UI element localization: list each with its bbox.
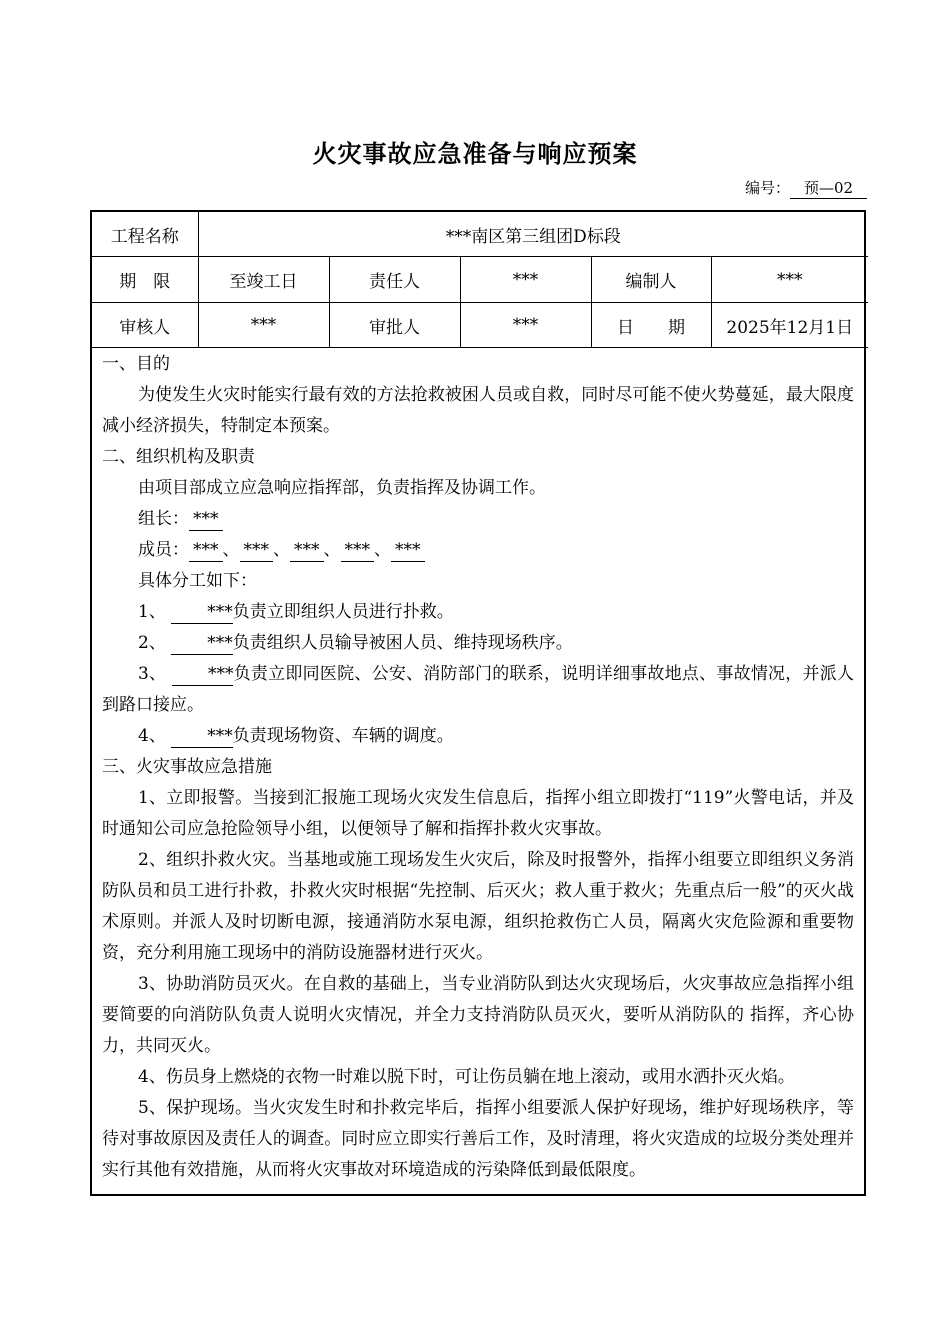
preparer-value: *** [711, 257, 868, 303]
member-name: *** [341, 539, 375, 562]
member-separator: 、 [323, 540, 341, 560]
member-separator: 、 [222, 540, 240, 560]
reviewer-value: *** [198, 303, 329, 348]
reviewer-label: 审核人 [92, 303, 198, 348]
member-separator: 、 [273, 540, 290, 560]
project-name-value: ***南区第三组团D标段 [198, 212, 868, 257]
measure-paragraph: 1、立即报警。当接到汇报施工现场火灾发生信息后，指挥小组立即拨打“119”火警电话，并及时通知公司应急抢险领导小组，以便领导了解和指挥扑救火灾事故。 [102, 788, 854, 839]
duty-person: *** [171, 725, 233, 748]
table-row [92, 303, 868, 348]
document-number-value: 预—02 [790, 177, 867, 199]
measure-paragraph: 5、保护现场。当火灾发生时和扑救完毕后，指挥小组要派人保护好现场，维护好现场秩序，等待对事故原因及责任人的调查。同时应立即实行善后工作，及时清理，将火灾造成的垃圾分类处理并实行其他有效措施，从而将火灾事故对环境造成的污染降低到最低限度。 [102, 1098, 854, 1180]
members-label: 成员： [138, 540, 189, 560]
document-frame [90, 210, 866, 1196]
duty-text: 负责立即同医院、公安、消防部门的联系，说明详细事故地点、事故情况，并派人到路口接应。 [102, 664, 855, 715]
paragraph-organization: 由项目部成立应急响应指挥部，负责指挥及协调工作。 [138, 478, 546, 498]
leader-label: 组长： [138, 509, 189, 529]
duty-number: 3、 [138, 664, 167, 684]
table-row [92, 212, 868, 257]
member-separator: 、 [374, 540, 391, 560]
duty-item [102, 628, 854, 659]
duty-item [102, 659, 854, 721]
section-heading-organization: 二、组织机构及职责 [102, 447, 255, 467]
section-heading-purpose: 一、目的 [102, 354, 170, 374]
duty-item [102, 721, 854, 752]
duty-number: 1、 [138, 602, 166, 622]
leader-line [102, 504, 854, 535]
member-name: *** [290, 539, 324, 562]
project-name-label: 工程名称 [92, 212, 198, 257]
duty-person: *** [172, 663, 234, 686]
members-line [102, 535, 854, 566]
responsible-value: *** [460, 257, 591, 303]
measure-paragraph: 4、伤员身上燃烧的衣物一时难以脱下时，可让伤员躺在地上滚动，或用水洒扑灭火焰。 [138, 1067, 795, 1087]
duty-number: 2、 [138, 633, 166, 653]
duty-item [102, 597, 854, 628]
preparer-label: 编制人 [591, 257, 711, 303]
leader-name: *** [189, 508, 223, 531]
duty-person: *** [171, 632, 233, 655]
measure-paragraph: 2、组织扑救火灾。当基地或施工现场发生火灾后，除及时报警外，指挥小组要立即组织义务消防队员和员工进行扑救，扑救火灾时根据“先控制、后灭火；救人重于救火；先重点后一般”的灭火战术原则。并派人及时切断电源，接通消防水泵电源，组织抢救伤亡人员，隔离火灾危险源和重要物资，充分利用施工现场中的消防设施器材进行灭火。 [102, 850, 854, 963]
duty-text: 负责组织人员输导被困人员、维持现场秩序。 [232, 633, 573, 653]
table-row [92, 257, 868, 303]
info-table [92, 212, 868, 348]
date-label: 日 期 [591, 303, 711, 348]
document-number-label: 编号： [745, 179, 791, 197]
member-name: *** [391, 539, 425, 562]
section-heading-measures: 三、火灾事故应急措施 [102, 757, 272, 777]
duty-number: 4、 [138, 726, 166, 746]
member-name: *** [240, 539, 274, 562]
responsible-label: 责任人 [329, 257, 460, 303]
approver-label: 审批人 [329, 303, 460, 348]
measure-paragraph: 3、协助消防员灭火。在自救的基础上，当专业消防队到达火灾现场后，火灾事故应急指挥小组要简要的向消防队负责人说明火灾情况，并全力支持消防队员灭火，要听从消防队的 指挥，齐心协力，共同灭火。 [102, 974, 854, 1056]
duty-text: 负责立即组织人员进行扑救。 [232, 602, 454, 622]
period-label: 期 限 [92, 257, 198, 303]
member-name: *** [189, 539, 223, 562]
period-value: 至竣工日 [198, 257, 329, 303]
document-body [92, 349, 864, 1186]
duty-text: 负责现场物资、车辆的调度。 [232, 726, 454, 746]
page-title: 火灾事故应急准备与响应预案 [312, 140, 638, 168]
approver-value: *** [460, 303, 591, 348]
division-label: 具体分工如下： [138, 571, 257, 591]
duty-person: *** [171, 601, 233, 624]
document-number [745, 177, 867, 199]
paragraph-purpose: 为使发生火灾时能实行最有效的方法抢救被困人员或自救，同时尽可能不使火势蔓延，最大限度减小经济损失，特制定本预案。 [102, 385, 854, 436]
date-value: 2025年12月1日 [711, 303, 868, 348]
